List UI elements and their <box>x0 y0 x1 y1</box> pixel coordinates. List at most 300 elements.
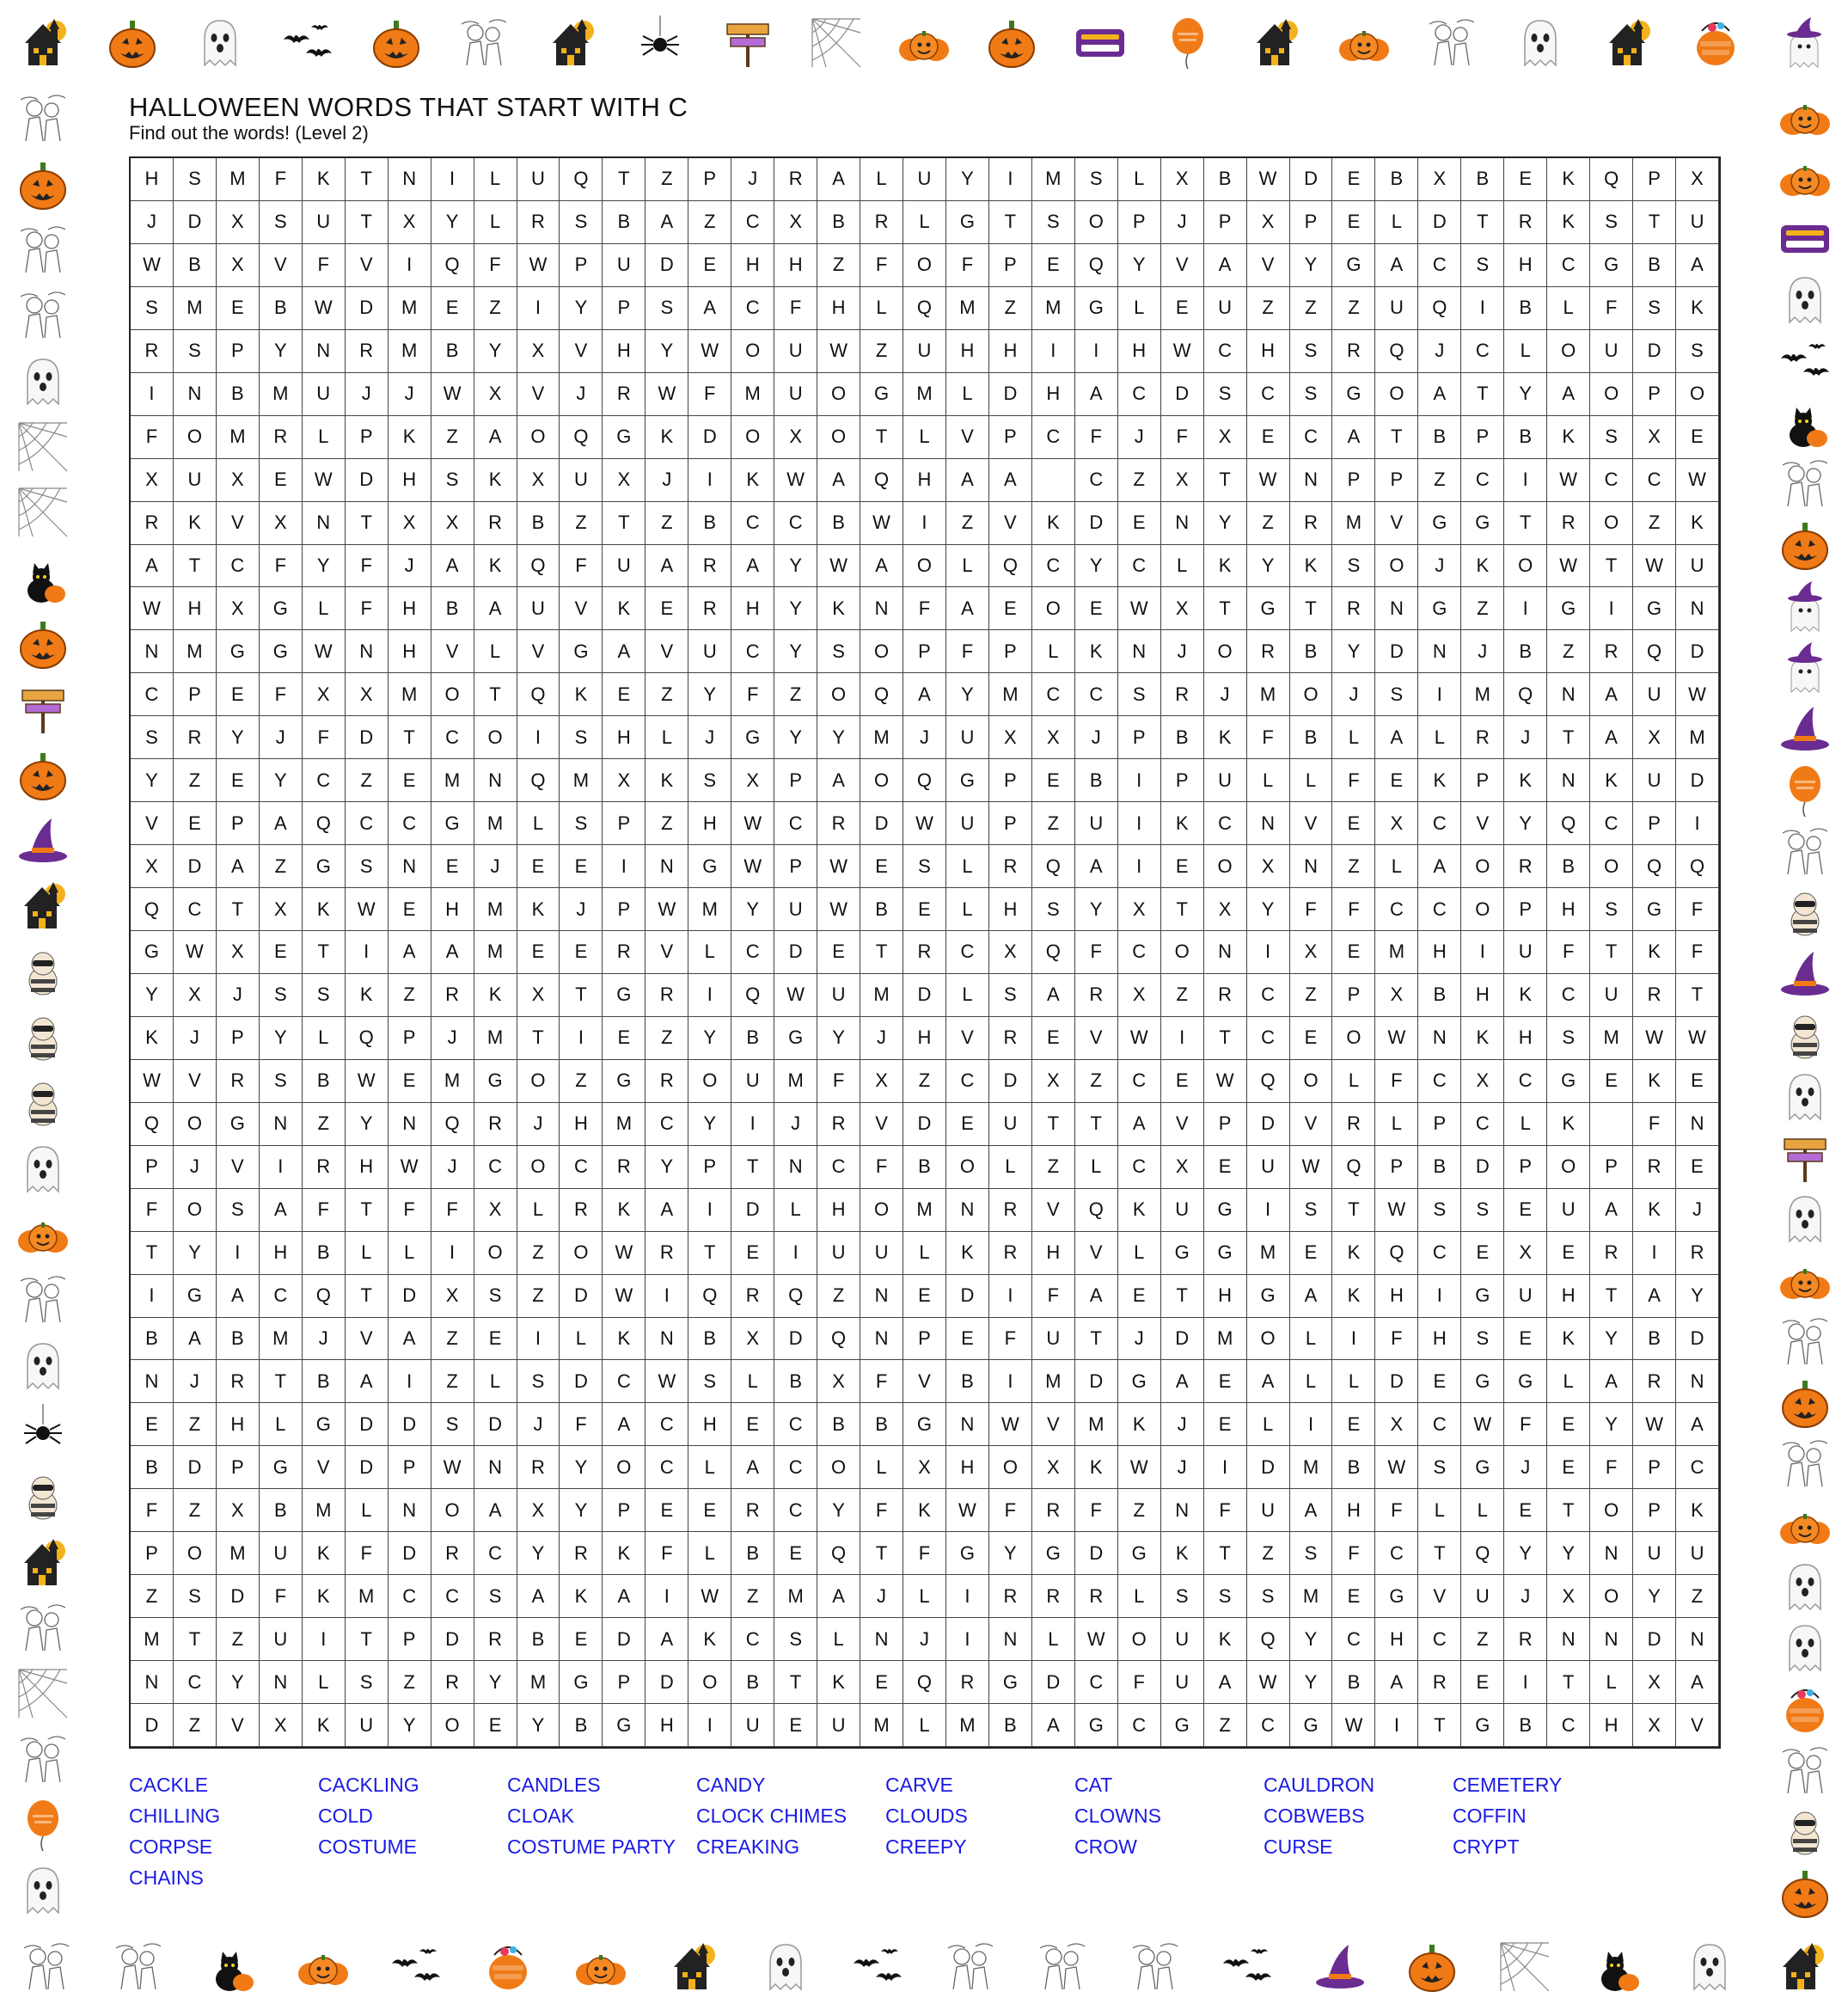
grid-cell[interactable]: L <box>303 1661 346 1704</box>
grid-cell[interactable]: B <box>517 502 560 545</box>
grid-cell[interactable]: R <box>217 1360 260 1403</box>
grid-cell[interactable]: X <box>131 845 174 888</box>
grid-cell[interactable]: H <box>1375 1618 1418 1661</box>
grid-cell[interactable]: G <box>1461 502 1504 545</box>
grid-cell[interactable]: R <box>1590 1232 1633 1275</box>
grid-cell[interactable]: M <box>346 1575 389 1618</box>
grid-cell[interactable]: S <box>260 1060 303 1103</box>
grid-cell[interactable]: X <box>517 459 560 502</box>
grid-cell[interactable]: L <box>1032 1618 1075 1661</box>
grid-cell[interactable]: G <box>774 1017 817 1060</box>
grid-cell[interactable]: U <box>731 1060 774 1103</box>
grid-cell[interactable]: D <box>217 1575 260 1618</box>
grid-cell[interactable]: W <box>346 888 389 931</box>
grid-cell[interactable]: T <box>1204 459 1247 502</box>
grid-cell[interactable]: M <box>1032 1360 1075 1403</box>
grid-cell[interactable]: A <box>1590 1189 1633 1232</box>
grid-cell[interactable]: D <box>774 1318 817 1361</box>
grid-cell[interactable]: E <box>1247 416 1290 459</box>
grid-cell[interactable]: F <box>1161 416 1204 459</box>
grid-cell[interactable]: K <box>1633 931 1676 974</box>
grid-cell[interactable]: U <box>603 545 646 588</box>
grid-cell[interactable]: P <box>603 888 646 931</box>
grid-cell[interactable]: X <box>217 201 260 244</box>
grid-cell[interactable]: M <box>731 373 774 416</box>
grid-cell[interactable]: F <box>260 158 303 201</box>
grid-cell[interactable]: P <box>1590 1146 1633 1189</box>
grid-cell[interactable]: O <box>946 1146 989 1189</box>
grid-cell[interactable]: F <box>946 630 989 673</box>
grid-cell[interactable]: Q <box>303 802 346 845</box>
grid-cell[interactable]: D <box>346 716 389 759</box>
grid-cell[interactable]: E <box>1547 1446 1590 1489</box>
grid-cell[interactable]: H <box>1247 330 1290 373</box>
grid-cell[interactable]: F <box>1247 716 1290 759</box>
grid-cell[interactable]: T <box>346 201 389 244</box>
grid-cell[interactable]: F <box>1118 1661 1161 1704</box>
grid-cell[interactable]: T <box>1290 587 1333 630</box>
grid-cell[interactable]: G <box>260 587 303 630</box>
grid-cell[interactable]: X <box>1032 1060 1075 1103</box>
grid-cell[interactable]: H <box>131 158 174 201</box>
grid-cell[interactable] <box>1590 1103 1633 1146</box>
grid-cell[interactable]: T <box>303 931 346 974</box>
grid-cell[interactable]: L <box>474 201 517 244</box>
grid-cell[interactable]: C <box>774 1403 817 1446</box>
grid-cell[interactable]: Q <box>731 974 774 1017</box>
grid-cell[interactable]: Z <box>174 1403 217 1446</box>
grid-cell[interactable]: K <box>1290 545 1333 588</box>
grid-cell[interactable]: X <box>346 673 389 716</box>
grid-cell[interactable]: M <box>431 759 474 802</box>
grid-cell[interactable]: M <box>474 888 517 931</box>
grid-cell[interactable]: D <box>346 287 389 330</box>
grid-cell[interactable]: C <box>1118 931 1161 974</box>
grid-cell[interactable]: R <box>131 330 174 373</box>
grid-cell[interactable]: E <box>431 845 474 888</box>
grid-cell[interactable]: U <box>1032 1318 1075 1361</box>
grid-cell[interactable]: P <box>989 802 1032 845</box>
grid-cell[interactable]: H <box>731 587 774 630</box>
grid-cell[interactable]: Z <box>1032 1146 1075 1189</box>
grid-cell[interactable]: H <box>1590 1704 1633 1747</box>
grid-cell[interactable]: F <box>1676 931 1719 974</box>
grid-cell[interactable]: G <box>1633 888 1676 931</box>
grid-cell[interactable]: T <box>174 545 217 588</box>
grid-cell[interactable]: Q <box>1032 931 1075 974</box>
grid-cell[interactable]: B <box>946 1360 989 1403</box>
grid-cell[interactable]: L <box>303 416 346 459</box>
grid-cell[interactable]: L <box>1290 1318 1333 1361</box>
grid-cell[interactable]: K <box>474 545 517 588</box>
grid-cell[interactable]: B <box>1633 244 1676 287</box>
grid-cell[interactable]: Q <box>1032 845 1075 888</box>
grid-cell[interactable]: W <box>817 888 860 931</box>
grid-cell[interactable]: Y <box>646 1146 688 1189</box>
grid-cell[interactable]: F <box>903 1532 946 1575</box>
grid-cell[interactable]: E <box>1332 931 1375 974</box>
grid-cell[interactable]: F <box>860 1146 903 1189</box>
grid-cell[interactable]: P <box>903 1318 946 1361</box>
grid-cell[interactable]: N <box>1676 587 1719 630</box>
grid-cell[interactable]: D <box>903 974 946 1017</box>
grid-cell[interactable]: U <box>517 587 560 630</box>
grid-cell[interactable]: V <box>560 330 603 373</box>
grid-cell[interactable]: K <box>1547 1103 1590 1146</box>
grid-cell[interactable]: W <box>1375 1189 1418 1232</box>
grid-cell[interactable]: Q <box>1633 630 1676 673</box>
grid-cell[interactable]: C <box>774 802 817 845</box>
grid-cell[interactable]: Z <box>817 244 860 287</box>
grid-cell[interactable]: F <box>860 244 903 287</box>
grid-cell[interactable]: H <box>260 1232 303 1275</box>
grid-cell[interactable]: V <box>1247 244 1290 287</box>
grid-cell[interactable]: Y <box>1290 1661 1333 1704</box>
grid-cell[interactable]: O <box>174 1103 217 1146</box>
grid-cell[interactable]: J <box>1418 330 1461 373</box>
grid-cell[interactable]: Z <box>646 502 688 545</box>
grid-cell[interactable]: N <box>346 630 389 673</box>
grid-cell[interactable]: O <box>903 244 946 287</box>
grid-cell[interactable]: W <box>688 1575 731 1618</box>
grid-cell[interactable]: H <box>217 1403 260 1446</box>
grid-cell[interactable]: Q <box>903 1661 946 1704</box>
grid-cell[interactable]: A <box>1590 716 1633 759</box>
grid-cell[interactable]: I <box>1504 587 1547 630</box>
grid-cell[interactable]: I <box>1504 1661 1547 1704</box>
grid-cell[interactable]: R <box>1633 1146 1676 1189</box>
grid-cell[interactable]: Y <box>131 974 174 1017</box>
grid-cell[interactable]: N <box>303 502 346 545</box>
grid-cell[interactable]: O <box>817 1446 860 1489</box>
grid-cell[interactable]: M <box>389 330 431 373</box>
grid-cell[interactable]: D <box>1633 330 1676 373</box>
grid-cell[interactable]: E <box>1590 1060 1633 1103</box>
grid-cell[interactable]: G <box>1504 1360 1547 1403</box>
grid-cell[interactable]: T <box>474 673 517 716</box>
grid-cell[interactable]: A <box>1032 1704 1075 1747</box>
grid-cell[interactable]: B <box>303 1232 346 1275</box>
grid-cell[interactable]: W <box>1161 330 1204 373</box>
grid-cell[interactable]: X <box>217 459 260 502</box>
grid-cell[interactable]: L <box>1547 287 1590 330</box>
grid-cell[interactable]: M <box>474 931 517 974</box>
grid-cell[interactable]: A <box>1418 845 1461 888</box>
grid-cell[interactable]: P <box>346 416 389 459</box>
grid-cell[interactable]: C <box>260 1275 303 1318</box>
grid-cell[interactable]: F <box>1075 1489 1118 1532</box>
grid-cell[interactable]: P <box>1118 716 1161 759</box>
grid-cell[interactable]: V <box>517 373 560 416</box>
grid-cell[interactable]: A <box>431 931 474 974</box>
grid-cell[interactable]: Z <box>1118 459 1161 502</box>
grid-cell[interactable]: F <box>989 1489 1032 1532</box>
grid-cell[interactable]: P <box>174 673 217 716</box>
grid-cell[interactable]: C <box>1461 330 1504 373</box>
grid-cell[interactable]: D <box>131 1704 174 1747</box>
grid-cell[interactable]: M <box>903 373 946 416</box>
grid-cell[interactable]: G <box>1118 1360 1161 1403</box>
grid-cell[interactable]: L <box>1075 1146 1118 1189</box>
grid-cell[interactable]: I <box>1461 287 1504 330</box>
grid-cell[interactable]: N <box>474 1446 517 1489</box>
grid-cell[interactable]: Z <box>1633 502 1676 545</box>
grid-cell[interactable]: W <box>1633 1403 1676 1446</box>
grid-cell[interactable]: T <box>517 1017 560 1060</box>
grid-cell[interactable]: Y <box>989 1532 1032 1575</box>
grid-cell[interactable]: G <box>1332 373 1375 416</box>
grid-cell[interactable]: H <box>1032 1232 1075 1275</box>
grid-cell[interactable]: X <box>1161 1146 1204 1189</box>
grid-cell[interactable]: L <box>517 802 560 845</box>
grid-cell[interactable]: B <box>1418 1146 1461 1189</box>
grid-cell[interactable]: Y <box>1590 1403 1633 1446</box>
grid-cell[interactable]: Q <box>346 1017 389 1060</box>
grid-cell[interactable]: X <box>1247 845 1290 888</box>
grid-cell[interactable]: A <box>1075 845 1118 888</box>
grid-cell[interactable]: C <box>431 1575 474 1618</box>
grid-cell[interactable]: W <box>1118 587 1161 630</box>
grid-cell[interactable]: N <box>860 587 903 630</box>
grid-cell[interactable]: G <box>217 1103 260 1146</box>
grid-cell[interactable]: R <box>1161 673 1204 716</box>
grid-cell[interactable]: W <box>817 330 860 373</box>
grid-cell[interactable]: L <box>860 1446 903 1489</box>
grid-cell[interactable]: P <box>1204 201 1247 244</box>
grid-cell[interactable]: D <box>174 845 217 888</box>
grid-cell[interactable]: Q <box>431 1103 474 1146</box>
grid-cell[interactable]: S <box>1418 1189 1461 1232</box>
grid-cell[interactable]: S <box>560 201 603 244</box>
grid-cell[interactable]: L <box>346 1232 389 1275</box>
grid-cell[interactable]: L <box>774 1189 817 1232</box>
grid-cell[interactable]: G <box>1418 587 1461 630</box>
grid-cell[interactable]: E <box>1504 158 1547 201</box>
grid-cell[interactable]: H <box>174 587 217 630</box>
grid-cell[interactable]: U <box>774 373 817 416</box>
grid-cell[interactable]: I <box>989 158 1032 201</box>
grid-cell[interactable]: Y <box>1633 1575 1676 1618</box>
grid-cell[interactable]: L <box>1418 716 1461 759</box>
grid-cell[interactable]: E <box>688 1489 731 1532</box>
grid-cell[interactable]: I <box>1418 1275 1461 1318</box>
grid-cell[interactable]: U <box>1204 759 1247 802</box>
grid-cell[interactable]: K <box>303 888 346 931</box>
grid-cell[interactable]: Y <box>1118 244 1161 287</box>
grid-cell[interactable]: F <box>560 1403 603 1446</box>
grid-cell[interactable]: J <box>217 974 260 1017</box>
grid-cell[interactable]: J <box>431 1146 474 1189</box>
grid-cell[interactable]: Y <box>1332 630 1375 673</box>
grid-cell[interactable]: C <box>946 1060 989 1103</box>
grid-cell[interactable]: J <box>560 888 603 931</box>
grid-cell[interactable]: T <box>860 931 903 974</box>
grid-cell[interactable]: Q <box>131 888 174 931</box>
grid-cell[interactable]: O <box>1118 1618 1161 1661</box>
grid-cell[interactable]: P <box>1633 1489 1676 1532</box>
grid-cell[interactable] <box>1032 459 1075 502</box>
grid-cell[interactable]: M <box>688 888 731 931</box>
grid-cell[interactable]: G <box>688 845 731 888</box>
grid-cell[interactable]: Y <box>688 1103 731 1146</box>
grid-cell[interactable]: Y <box>1676 1275 1719 1318</box>
grid-cell[interactable]: H <box>731 244 774 287</box>
grid-cell[interactable]: T <box>346 1275 389 1318</box>
grid-cell[interactable]: T <box>346 502 389 545</box>
grid-cell[interactable]: E <box>389 888 431 931</box>
grid-cell[interactable]: W <box>817 845 860 888</box>
grid-cell[interactable]: F <box>1075 931 1118 974</box>
grid-cell[interactable]: S <box>346 845 389 888</box>
grid-cell[interactable]: P <box>903 630 946 673</box>
grid-cell[interactable]: R <box>903 931 946 974</box>
grid-cell[interactable]: O <box>1590 373 1633 416</box>
grid-cell[interactable]: A <box>346 1360 389 1403</box>
grid-cell[interactable]: B <box>1461 158 1504 201</box>
grid-cell[interactable]: H <box>946 330 989 373</box>
grid-cell[interactable]: J <box>688 716 731 759</box>
grid-cell[interactable]: U <box>1676 545 1719 588</box>
grid-cell[interactable]: W <box>1547 545 1590 588</box>
grid-cell[interactable]: Q <box>1418 287 1461 330</box>
grid-cell[interactable]: F <box>260 545 303 588</box>
grid-cell[interactable]: E <box>560 931 603 974</box>
grid-cell[interactable]: R <box>1290 502 1333 545</box>
grid-cell[interactable]: D <box>1247 1103 1290 1146</box>
grid-cell[interactable]: X <box>217 244 260 287</box>
grid-cell[interactable]: I <box>603 845 646 888</box>
grid-cell[interactable]: F <box>1504 1403 1547 1446</box>
grid-cell[interactable]: Z <box>1247 502 1290 545</box>
grid-cell[interactable]: Z <box>174 1704 217 1747</box>
grid-cell[interactable]: S <box>1290 1532 1333 1575</box>
grid-cell[interactable]: X <box>1032 1446 1075 1489</box>
grid-cell[interactable]: H <box>688 1403 731 1446</box>
grid-cell[interactable]: B <box>817 502 860 545</box>
grid-cell[interactable]: G <box>1547 1060 1590 1103</box>
grid-cell[interactable]: L <box>1332 1060 1375 1103</box>
grid-cell[interactable]: O <box>688 1661 731 1704</box>
grid-cell[interactable]: N <box>474 759 517 802</box>
grid-cell[interactable]: Q <box>817 1318 860 1361</box>
grid-cell[interactable]: Q <box>860 459 903 502</box>
grid-cell[interactable]: W <box>131 1060 174 1103</box>
grid-cell[interactable]: O <box>731 416 774 459</box>
grid-cell[interactable]: E <box>946 1103 989 1146</box>
grid-cell[interactable]: U <box>989 1103 1032 1146</box>
grid-cell[interactable]: R <box>603 931 646 974</box>
grid-cell[interactable]: T <box>217 888 260 931</box>
grid-cell[interactable]: F <box>989 1318 1032 1361</box>
grid-cell[interactable]: H <box>389 587 431 630</box>
grid-cell[interactable]: F <box>1590 287 1633 330</box>
grid-cell[interactable]: A <box>989 459 1032 502</box>
grid-cell[interactable]: T <box>1075 1103 1118 1146</box>
grid-cell[interactable]: Z <box>1032 802 1075 845</box>
grid-cell[interactable]: D <box>1461 1146 1504 1189</box>
grid-cell[interactable]: W <box>731 845 774 888</box>
grid-cell[interactable]: K <box>1676 287 1719 330</box>
grid-cell[interactable]: B <box>817 1403 860 1446</box>
grid-cell[interactable]: A <box>646 201 688 244</box>
grid-cell[interactable]: D <box>389 1275 431 1318</box>
grid-cell[interactable]: A <box>1332 416 1375 459</box>
grid-cell[interactable]: S <box>131 287 174 330</box>
grid-cell[interactable]: F <box>860 1360 903 1403</box>
grid-cell[interactable]: Z <box>431 416 474 459</box>
grid-cell[interactable]: I <box>946 1575 989 1618</box>
grid-cell[interactable]: N <box>389 845 431 888</box>
grid-cell[interactable]: F <box>346 587 389 630</box>
grid-cell[interactable]: E <box>1676 1060 1719 1103</box>
grid-cell[interactable]: C <box>731 931 774 974</box>
grid-cell[interactable]: S <box>1375 673 1418 716</box>
grid-cell[interactable]: Z <box>346 759 389 802</box>
grid-cell[interactable]: E <box>1032 244 1075 287</box>
grid-cell[interactable]: K <box>903 1489 946 1532</box>
grid-cell[interactable]: R <box>1633 1360 1676 1403</box>
grid-cell[interactable]: I <box>517 716 560 759</box>
grid-cell[interactable]: N <box>1676 1360 1719 1403</box>
grid-cell[interactable]: O <box>1590 502 1633 545</box>
grid-cell[interactable]: U <box>1633 673 1676 716</box>
grid-cell[interactable]: A <box>603 1575 646 1618</box>
grid-cell[interactable]: E <box>1290 1232 1333 1275</box>
grid-cell[interactable]: H <box>1332 1489 1375 1532</box>
grid-cell[interactable]: E <box>1332 1575 1375 1618</box>
grid-cell[interactable]: A <box>817 1575 860 1618</box>
grid-cell[interactable]: R <box>1504 845 1547 888</box>
grid-cell[interactable]: X <box>1161 459 1204 502</box>
grid-cell[interactable]: S <box>431 1403 474 1446</box>
grid-cell[interactable]: Z <box>646 802 688 845</box>
grid-cell[interactable]: N <box>1247 802 1290 845</box>
grid-cell[interactable]: C <box>774 1446 817 1489</box>
grid-cell[interactable]: R <box>1418 1661 1461 1704</box>
grid-cell[interactable]: Y <box>560 1489 603 1532</box>
grid-cell[interactable]: K <box>603 1532 646 1575</box>
grid-cell[interactable]: B <box>303 1060 346 1103</box>
grid-cell[interactable]: I <box>1118 802 1161 845</box>
grid-cell[interactable]: A <box>1247 1360 1290 1403</box>
grid-cell[interactable]: I <box>131 373 174 416</box>
grid-cell[interactable]: A <box>646 545 688 588</box>
grid-cell[interactable]: F <box>1332 1532 1375 1575</box>
grid-cell[interactable]: H <box>903 1017 946 1060</box>
grid-cell[interactable]: O <box>174 1189 217 1232</box>
grid-cell[interactable]: D <box>860 802 903 845</box>
grid-cell[interactable]: Y <box>303 545 346 588</box>
grid-cell[interactable]: K <box>603 587 646 630</box>
grid-cell[interactable]: Y <box>688 673 731 716</box>
grid-cell[interactable]: E <box>903 888 946 931</box>
grid-cell[interactable]: S <box>174 330 217 373</box>
grid-cell[interactable]: R <box>688 545 731 588</box>
grid-cell[interactable]: K <box>603 1189 646 1232</box>
grid-cell[interactable]: Q <box>1375 1232 1418 1275</box>
grid-cell[interactable]: D <box>560 1360 603 1403</box>
grid-cell[interactable]: S <box>346 1661 389 1704</box>
grid-cell[interactable]: Q <box>1247 1060 1290 1103</box>
grid-cell[interactable]: W <box>1247 158 1290 201</box>
grid-cell[interactable]: G <box>1032 1532 1075 1575</box>
grid-cell[interactable]: J <box>1161 1446 1204 1489</box>
grid-cell[interactable]: R <box>989 1017 1032 1060</box>
grid-cell[interactable]: C <box>1032 673 1075 716</box>
grid-cell[interactable]: M <box>1032 287 1075 330</box>
grid-cell[interactable]: N <box>1547 759 1590 802</box>
grid-cell[interactable]: R <box>1461 716 1504 759</box>
